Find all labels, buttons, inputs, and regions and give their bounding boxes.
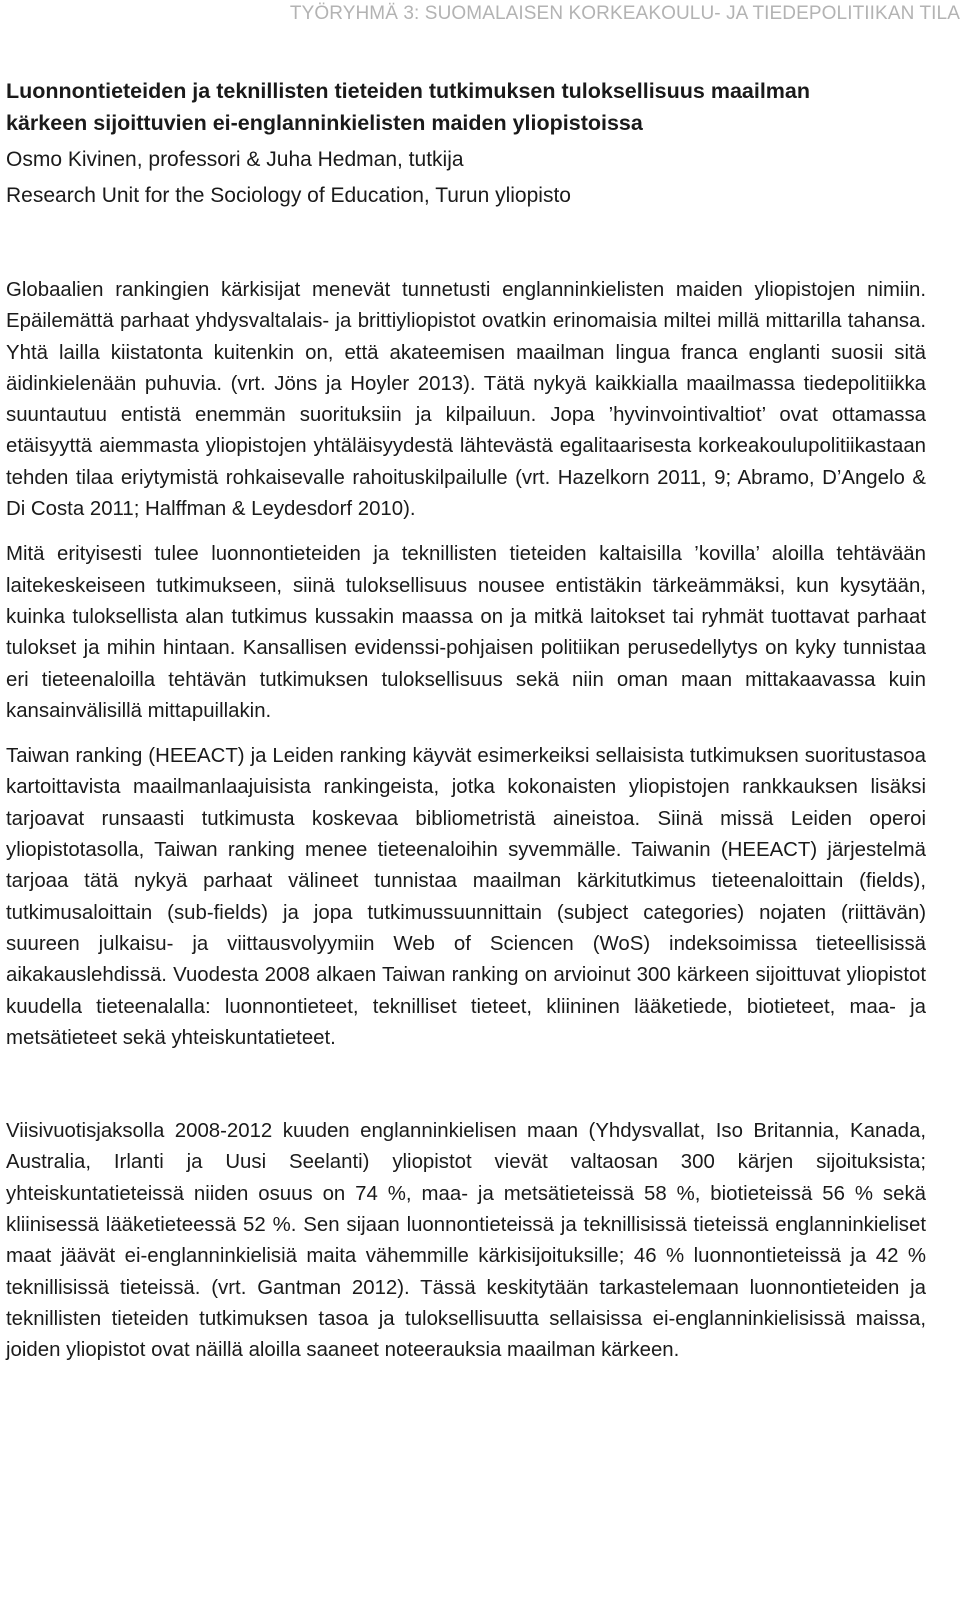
paragraph-1: Globaalien rankingien kärkisijat menevät tunnetusti englanninkielisten maiden yliopistojen nimiin. Epäilemättä parhaat yhdysvaltalais- ja brittiyliopistot ovatkin erinomaisia miltei millä mittarilla tahansa. Yhtä lailla kiistatonta kuitenkin on, että akateemisen maailman lingua franca englanti suosii sitä äidinkielenään puhuvia. (vrt. Jöns ja Hoyler 2013). Tätä nykyä kaikkialla maailmassa tiedepolitiikka suuntautuu entistä enemmän suorituksiin ja kilpailuun. Jopa ’hyvinvointivaltiot’ ovat ottamassa etäisyyttä aiemmasta yliopistojen yhtäläisyydestä lähtevästä egalitaarisesta korkeakoulupolitiikastaan tehden tilaa eriytymistä rohkaisevalle rahoituskilpailulle (vrt. Hazelkorn 2011, 9; Abramo, D’Angelo & Di Costa 2011; Halffman & Leydesdorf 2010). (6, 279, 926, 521)
article-title-line-1: Luonnontieteiden ja teknillisten tieteiden tutkimuksen tuloksellisuus maailman (6, 79, 811, 103)
author-line: Osmo Kivinen, professori & Juha Hedman, tutkija (6, 148, 464, 171)
article-title (6, 75, 926, 139)
article-title-line-2: kärkeen sijoittuvien ei-englanninkielisten maiden yliopistoissa (6, 111, 643, 135)
paragraph-3: Taiwan ranking (HEEACT) ja Leiden ranking käyvät esimerkeiksi sellaisista tutkimuksen suoritustasoa kartoittavista maailmanlaajuisista rankingeista, jotka kokonaisten yliopistojen rankkauksen lisäksi tarjoavat runsaasti tutkimusta koskevaa bibliometristä aineistoa. Siinä missä Leiden operoi yliopistotasolla, Taiwan ranking menee tieteenaloihin syvemmälle. Taiwanin (HEEACT) järjestelmä tarjoaa tätä nykyä parhaat välineet tunnistaa maailman kärkitutkimus tieteenaloittain (fields), tutkimusaloittain (sub-fields) ja jopa tutkimussuunnittain (subject categories) nojaten (riittävän) suureen julkaisu- ja viittausvolyymiin Web of Sciencen (WoS) indeksoimissa tieteellisissä aikakauslehdissä. Vuodesta 2008 alkaen Taiwan ranking on arvioinut 300 kärkeen sijoittuvat yliopistot kuudella tieteenalalla: luonnontieteet, teknilliset tieteet, kliininen lääketiede, biotieteet, maa- ja metsätieteet sekä yhteiskuntatieteet. (6, 745, 926, 1049)
affiliation-line: Research Unit for the Sociology of Education, Turun yliopisto (6, 184, 571, 207)
paragraph-4: Viisivuotisjaksolla 2008-2012 kuuden englanninkielisen maan (Yhdysvallat, Iso Britannia, Kanada, Australia, Irlanti ja Uusi Seelanti) yliopistot vievät valtaosan 300 kärjen sijoituksista; yhteiskuntatieteissä niiden osuus on 74 %, maa- ja metsätieteissä 58 %, biotieteissä 56 % sekä kliinisessä lääketieteessä 52 %. Sen sijaan luonnontieteissä ja teknillisissä tieteissä englanninkieliset maat jäävät ei-englanninkielisiä maita vähemmille kärkisijoituksille; 46 % luonnontieteissä ja 42 % teknillisissä tieteissä. (vrt. Gantman 2012). Tässä keskitytään tarkastelemaan luonnontieteiden ja teknillisten tieteiden tutkimuksen tasoa ja tuloksellisuutta sellaisissa ei-englanninkielisissä maissa, joiden yliopistot ovat näillä aloilla saaneet noteerauksia maailman kärkeen. (6, 1120, 926, 1362)
running-header: TYÖRYHMÄ 3: SUOMALAISEN KORKEAKOULU- JA TIEDEPOLITIIKAN TILA (289, 3, 960, 24)
article-body (6, 75, 926, 1367)
paragraph-2: Mitä erityisesti tulee luonnontieteiden ja teknillisten tieteiden kaltaisilla ’kovilla’ aloilla tehtävään laitekeskeiseen tutkimukseen, siinä tuloksellisuus nousee entistäkin tärkeämmäksi, kun kysytään, kuinka tuloksellista alan tutkimus kussakin maassa on ja mitkä laitokset tai ryhmät tuottavat parhaat tulokset ja mihin hintaan. Kansallisen evidenssi-pohjaisen politiikan perusedellytys on kyky tunnistaa eri tieteenaloilla tehtävän tutkimuksen tuloksellisuus sekä niin oman maan mittakaavassa kuin kansainvälisillä mittapuillakin. (6, 543, 926, 722)
author-block (6, 142, 926, 214)
